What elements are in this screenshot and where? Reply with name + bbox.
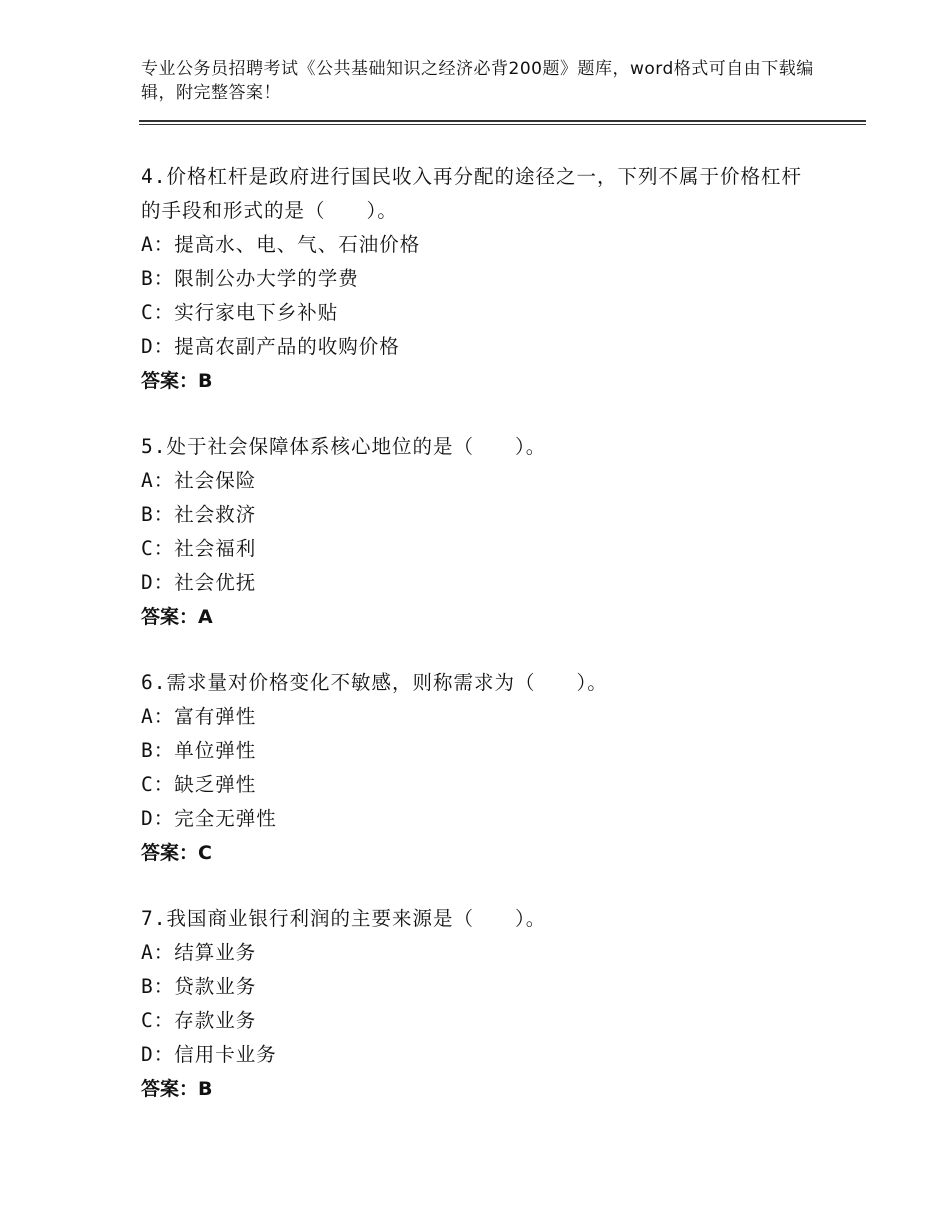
question-6 — [141, 666, 821, 870]
answer: 答案：B — [141, 1078, 213, 1100]
option-c: C：存款业务 — [141, 1009, 257, 1032]
option-d: D：信用卡业务 — [141, 1043, 277, 1066]
option-a: A：结算业务 — [141, 941, 257, 964]
option-a: A：提高水、电、气、石油价格 — [141, 233, 421, 256]
option-c: C：实行家电下乡补贴 — [141, 301, 339, 324]
option-d: D：完全无弹性 — [141, 807, 277, 830]
answer: 答案：C — [141, 842, 212, 864]
header-rule-thin — [139, 124, 866, 125]
option-b: B：贷款业务 — [141, 975, 257, 998]
option-d: D：社会优抚 — [141, 571, 257, 594]
option-c: C：社会福利 — [141, 537, 257, 560]
question-text: 6.需求量对价格变化不敏感，则称需求为（ ）。 — [141, 671, 608, 694]
question-text: 4.价格杠杆是政府进行国民收入再分配的途径之一，下列不属于价格杠杆的手段和形式的是（ ）。 — [141, 165, 802, 222]
option-b: B：社会救济 — [141, 503, 257, 526]
option-c: C：缺乏弹性 — [141, 773, 257, 796]
question-text: 7.我国商业银行利润的主要来源是（ ）。 — [141, 907, 547, 930]
option-b: B：单位弹性 — [141, 739, 257, 762]
question-4 — [141, 160, 821, 398]
answer: 答案：B — [141, 370, 213, 392]
question-7 — [141, 902, 821, 1106]
option-a: A：富有弹性 — [141, 705, 257, 728]
question-list — [141, 160, 821, 1138]
question-5 — [141, 430, 821, 634]
option-a: A：社会保险 — [141, 469, 257, 492]
option-d: D：提高农副产品的收购价格 — [141, 335, 400, 358]
header-rule-thick — [139, 120, 866, 122]
option-b: B：限制公办大学的学费 — [141, 267, 359, 290]
answer: 答案：A — [141, 606, 213, 628]
question-text: 5.处于社会保障体系核心地位的是（ ）。 — [141, 435, 547, 458]
document-header: 专业公务员招聘考试《公共基础知识之经济必背200题》题库，word格式可自由下载编辑，附完整答案！ — [141, 59, 814, 103]
